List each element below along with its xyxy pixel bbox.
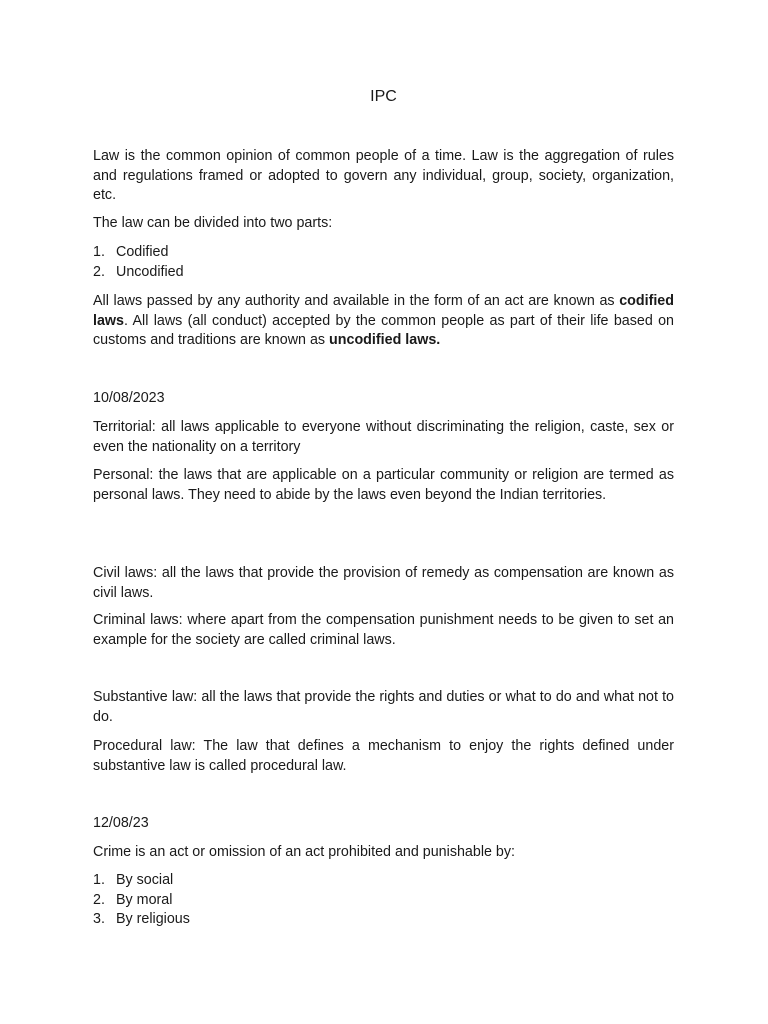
term-codified-laws: codified laws <box>93 293 674 329</box>
paragraph-civil-laws: Civil laws: all the laws that provide the provision of remedy as compensation are known as civil laws. <box>93 565 674 601</box>
list-number: 1. <box>93 872 105 888</box>
paragraph-territorial: Territorial: all laws applicable to everyone without discriminating the religion, caste, sex or even the nationality on a territory <box>93 419 674 455</box>
list-item-label: By religious <box>116 911 190 927</box>
paragraph-procedural-law: Procedural law: The law that defines a mechanism to enjoy the rights defined under substantive law is called procedural law. <box>93 738 674 774</box>
text-run: All laws passed by any authority and available in the form of an act are known as <box>93 293 620 309</box>
list-item <box>93 243 674 263</box>
paragraph-codified-uncodified <box>93 292 674 351</box>
paragraph-law-definition: Law is the common opinion of common people of a time. Law is the aggregation of rules and regulations framed or adopted to govern any individual, group, society, organization, etc. <box>93 148 674 204</box>
list-number: 3. <box>93 911 105 927</box>
paragraph-substantive-law: Substantive law: all the laws that provide the rights and duties or what to do and what not to do. <box>93 689 674 725</box>
list-number: 2. <box>93 264 105 280</box>
paragraph-crime-definition: Crime is an act or omission of an act prohibited and punishable by: <box>93 844 515 860</box>
paragraph-personal: Personal: the laws that are applicable on a particular community or religion are termed as personal laws. They need to abide by the laws even beyond the Indian territories. <box>93 467 674 503</box>
list-number: 2. <box>93 892 105 908</box>
list-item <box>93 871 674 891</box>
list-item-label: Uncodified <box>116 264 184 280</box>
list-item-label: By social <box>116 872 174 888</box>
list-item <box>93 891 674 911</box>
text-run: . All laws (all conduct) accepted by the common people as part of their life based on customs and traditions are known as <box>93 312 674 349</box>
paragraph-criminal-laws: Criminal laws: where apart from the compensation punishment needs to be given to set an example for the society are called criminal laws. <box>93 612 674 648</box>
paragraph-law-divided: The law can be divided into two parts: <box>93 215 333 231</box>
date-heading: 12/08/23 <box>93 815 149 831</box>
term-uncodified-laws: uncodified laws. <box>329 332 441 349</box>
list-item-label: Codified <box>116 244 169 260</box>
date-heading: 10/08/2023 <box>93 390 165 406</box>
list-item <box>93 910 674 930</box>
list-number: 1. <box>93 244 105 260</box>
list-item-label: By moral <box>116 892 173 908</box>
page-title: IPC <box>370 88 397 105</box>
list-item <box>93 263 674 283</box>
